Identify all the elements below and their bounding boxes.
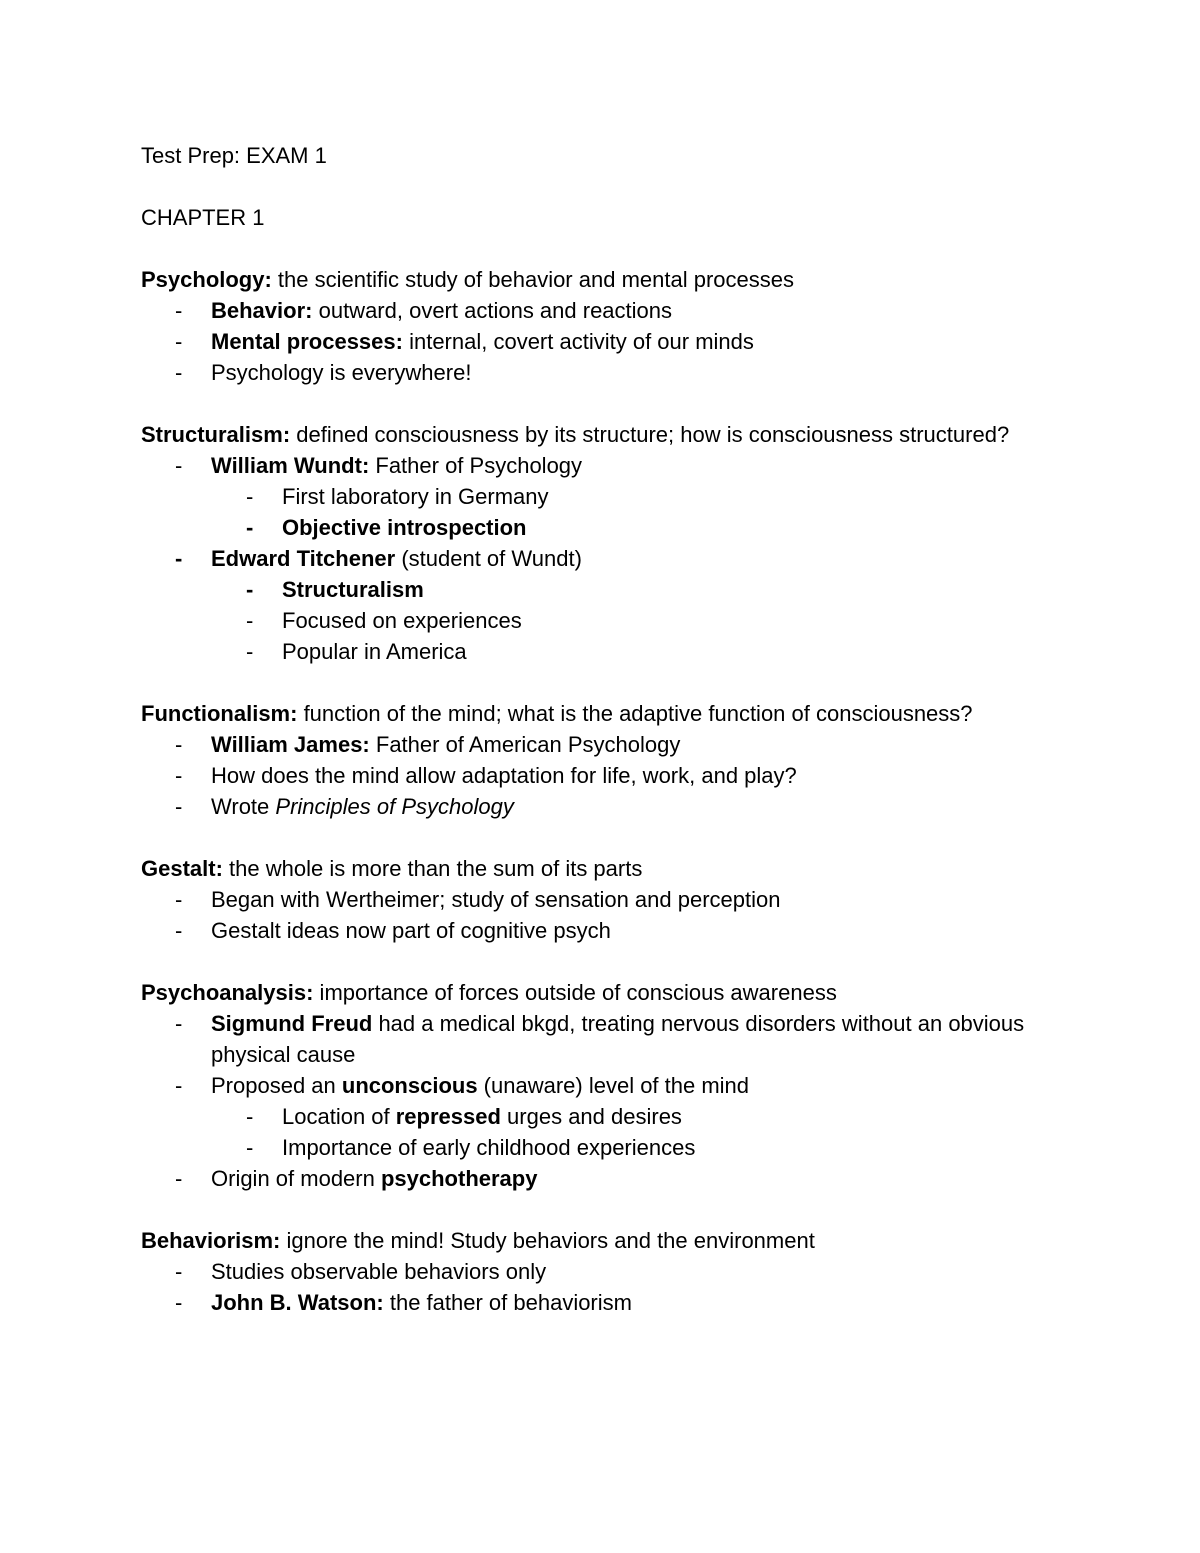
bullet-text — [211, 1011, 1024, 1067]
spacer — [141, 233, 1051, 264]
text-run: First laboratory in Germany — [282, 484, 549, 509]
text-run: the father of behaviorism — [383, 1290, 632, 1315]
text-run: (student of Wundt) — [395, 546, 582, 571]
bullet-item — [141, 512, 1051, 543]
spacer — [141, 1194, 1051, 1225]
bullet-dash: - — [175, 1073, 183, 1098]
bullet-text — [211, 1259, 546, 1284]
section-definition — [141, 1225, 1051, 1256]
section-definition — [141, 977, 1051, 1008]
bullet-dash: - — [175, 1166, 183, 1191]
italic-title: Principles of Psychology — [275, 794, 514, 819]
bullet-dash: - — [175, 1259, 183, 1284]
bullet-dash: - — [175, 298, 183, 323]
text-run: urges and desires — [500, 1104, 682, 1129]
section-term: Psychology: — [141, 267, 272, 292]
bold-term: Behavior: — [211, 298, 313, 323]
bullet-item — [141, 1101, 1051, 1132]
text-run: Father of Psychology — [369, 453, 583, 478]
text-run: How does the mind allow adaptation for life, work, and play? — [211, 763, 797, 788]
bullet-item — [141, 729, 1051, 760]
bold-term: Structuralism — [282, 577, 424, 602]
bullet-text — [211, 794, 514, 819]
text-run: Importance of early childhood experiences — [282, 1135, 696, 1160]
bullet-item — [141, 450, 1051, 481]
bold-term: Objective introspection — [282, 515, 527, 540]
spacer — [141, 388, 1051, 419]
bullet-text — [282, 639, 467, 664]
bullet-text — [211, 1073, 749, 1098]
bullet-item — [141, 636, 1051, 667]
section-definition-text: the whole is more than the sum of its parts — [222, 856, 643, 881]
text-run: Gestalt ideas now part of cognitive psych — [211, 918, 611, 943]
bullet-item — [141, 605, 1051, 636]
section-definition-text: importance of forces outside of conscious awareness — [313, 980, 837, 1005]
bullet-text — [282, 1135, 695, 1160]
bullet-dash: - — [246, 1135, 254, 1160]
spacer — [141, 946, 1051, 977]
bullet-dash: - — [175, 360, 183, 385]
bullet-text — [211, 732, 680, 757]
bullet-dash: - — [175, 887, 183, 912]
bullet-item — [141, 1163, 1051, 1194]
bold-term: Mental processes: — [211, 329, 403, 354]
bullet-item — [141, 1287, 1051, 1318]
bullet-dash: - — [175, 763, 183, 788]
bold-term: John B. Watson: — [211, 1290, 384, 1315]
bullet-dash: - — [246, 608, 254, 633]
bullet-dash: - — [175, 794, 183, 819]
bullet-dash: - — [175, 329, 183, 354]
bullet-dash: - — [175, 732, 183, 757]
bullet-dash: - — [246, 577, 254, 602]
bullet-dash: - — [175, 1011, 183, 1036]
bullet-text — [211, 918, 611, 943]
bullet-item — [141, 326, 1051, 357]
bullet-text — [282, 608, 522, 633]
bullet-text — [211, 1166, 537, 1191]
bullet-dash: - — [246, 515, 254, 540]
bullet-item — [141, 543, 1051, 574]
text-run: Popular in America — [282, 639, 467, 664]
text-run: Origin of modern — [211, 1166, 381, 1191]
bold-term: unconscious — [341, 1073, 478, 1098]
bullet-item — [141, 760, 1051, 791]
bullet-text — [282, 484, 549, 509]
section-term: Behaviorism: — [141, 1228, 281, 1253]
spacer — [141, 667, 1051, 698]
bullet-item — [141, 481, 1051, 512]
bullet-item — [141, 357, 1051, 388]
section-definition-text: function of the mind; what is the adaptive function of consciousness? — [297, 701, 973, 726]
bullet-text — [211, 298, 672, 323]
section-definition — [141, 264, 1051, 295]
section-definition — [141, 419, 1051, 450]
text-run: Location of — [282, 1104, 396, 1129]
section-definition-text: defined consciousness by its structure; how is consciousness structured? — [290, 422, 1010, 447]
text-run: Focused on experiences — [282, 608, 522, 633]
section-term: Structuralism: — [141, 422, 291, 447]
bold-term: Edward Titchener — [211, 546, 396, 571]
bullet-item — [141, 295, 1051, 326]
text-run: outward, overt actions and reactions — [312, 298, 673, 323]
section-term: Gestalt: — [141, 856, 223, 881]
bullet-dash: - — [175, 918, 183, 943]
text-run: Studies observable behaviors only — [211, 1259, 547, 1284]
bullet-item — [141, 915, 1051, 946]
bullet-item — [141, 1008, 1051, 1070]
text-run: Wrote — [211, 794, 276, 819]
document-title: Test Prep: EXAM 1 — [141, 143, 327, 168]
notes-body — [141, 264, 1051, 1318]
section-term: Functionalism: — [141, 701, 298, 726]
text-run: internal, covert activity of our minds — [402, 329, 754, 354]
bullet-item — [141, 791, 1051, 822]
bullet-text — [211, 1290, 632, 1315]
text-run: Began with Wertheimer; study of sensation and perception — [211, 887, 781, 912]
text-run: Psychology is everywhere! — [211, 360, 472, 385]
bullet-dash: - — [246, 1104, 254, 1129]
bullet-text — [211, 453, 582, 478]
section-definition-text: the scientific study of behavior and mental processes — [271, 267, 794, 292]
spacer — [141, 822, 1051, 853]
text-run: had a medical bkgd, treating nervous disorders without an obvious physical cause — [211, 1011, 1025, 1067]
bullet-dash: - — [175, 453, 183, 478]
bullet-text — [282, 1104, 682, 1129]
text-run: Proposed an — [211, 1073, 342, 1098]
bold-term: psychotherapy — [380, 1166, 538, 1191]
section-definition — [141, 698, 1051, 729]
section-definition — [141, 853, 1051, 884]
bullet-dash: - — [175, 546, 183, 571]
bullet-dash: - — [246, 484, 254, 509]
bullet-text — [211, 546, 582, 571]
bullet-dash: - — [246, 639, 254, 664]
bold-term: William James: — [211, 732, 370, 757]
section-definition-text: ignore the mind! Study behaviors and the environment — [280, 1228, 815, 1253]
bullet-item — [141, 884, 1051, 915]
bullet-item — [141, 1070, 1051, 1101]
bullet-item — [141, 1132, 1051, 1163]
text-run: (unaware) level of the mind — [477, 1073, 750, 1098]
bullet-dash: - — [175, 1290, 183, 1315]
bullet-item — [141, 574, 1051, 605]
chapter-heading: CHAPTER 1 — [141, 205, 265, 230]
bullet-text — [211, 887, 780, 912]
document-page — [141, 140, 1051, 1318]
bold-term: Sigmund Freud — [211, 1011, 373, 1036]
spacer — [141, 171, 1051, 202]
bold-term: repressed — [395, 1104, 501, 1129]
bullet-text — [211, 360, 471, 385]
bullet-text — [282, 515, 527, 540]
bullet-text — [282, 577, 424, 602]
bold-term: William Wundt: — [211, 453, 370, 478]
bullet-text — [211, 763, 797, 788]
text-run: Father of American Psychology — [369, 732, 681, 757]
bullet-text — [211, 329, 754, 354]
bullet-item — [141, 1256, 1051, 1287]
section-term: Psychoanalysis: — [141, 980, 314, 1005]
